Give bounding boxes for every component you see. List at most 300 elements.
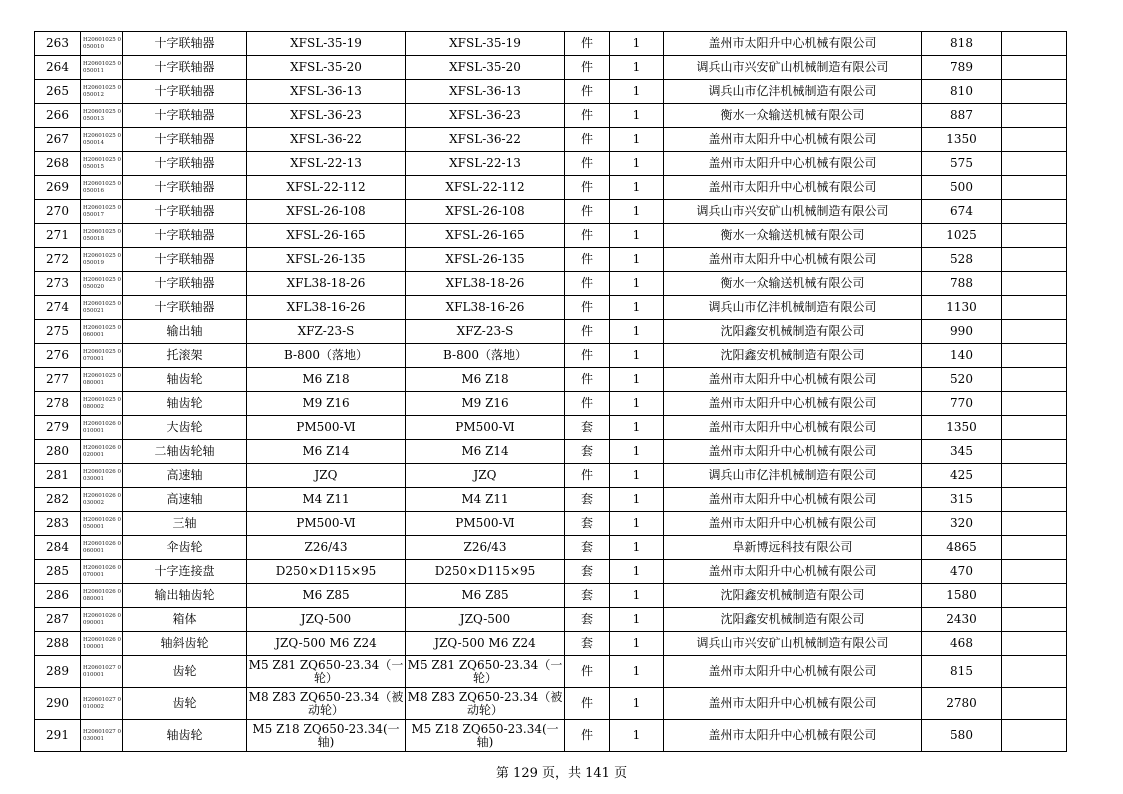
part-name: 轴齿轮: [123, 720, 247, 752]
table-row: [35, 464, 1067, 488]
item-code: H20601027 0010001: [81, 656, 123, 688]
note-cell: [1002, 368, 1067, 392]
item-code: H20601025 0050014: [81, 128, 123, 152]
unit-cell: 套: [565, 632, 610, 656]
supplier-cell: 盖州市太阳升中心机械有限公司: [664, 416, 922, 440]
unit-cell: 件: [565, 320, 610, 344]
part-name: 高速轴: [123, 464, 247, 488]
item-code: H20601025 0060001: [81, 320, 123, 344]
unit-cell: 套: [565, 536, 610, 560]
supplier-cell: 调兵山市兴安矿山机械制造有限公司: [664, 56, 922, 80]
quantity-cell: 1: [610, 80, 664, 104]
model-cell: B-800（落地）: [406, 344, 565, 368]
table-row: [35, 152, 1067, 176]
part-name: 大齿轮: [123, 416, 247, 440]
row-number: 289: [35, 656, 81, 688]
price-cell: 770: [922, 392, 1002, 416]
note-cell: [1002, 656, 1067, 688]
part-name: 十字连接盘: [123, 560, 247, 584]
note-cell: [1002, 584, 1067, 608]
spec-cell: M6 Z85: [247, 584, 406, 608]
table-row: [35, 224, 1067, 248]
item-code: H20601025 0050011: [81, 56, 123, 80]
supplier-cell: 衡水一众输送机械有限公司: [664, 104, 922, 128]
supplier-cell: 沈阳鑫安机械制造有限公司: [664, 584, 922, 608]
row-number: 280: [35, 440, 81, 464]
table-row: [35, 656, 1067, 688]
item-code: H20601025 0050020: [81, 272, 123, 296]
unit-cell: 套: [565, 584, 610, 608]
unit-cell: 件: [565, 392, 610, 416]
quantity-cell: 1: [610, 224, 664, 248]
unit-cell: 套: [565, 416, 610, 440]
table-row: [35, 536, 1067, 560]
row-number: 273: [35, 272, 81, 296]
part-name: 十字联轴器: [123, 176, 247, 200]
price-cell: 788: [922, 272, 1002, 296]
model-cell: M4 Z11: [406, 488, 565, 512]
item-code: H20601026 0010001: [81, 416, 123, 440]
spec-cell: XFSL-26-165: [247, 224, 406, 248]
table-row: [35, 632, 1067, 656]
item-code: H20601026 0080001: [81, 584, 123, 608]
supplier-cell: 盖州市太阳升中心机械有限公司: [664, 512, 922, 536]
quantity-cell: 1: [610, 536, 664, 560]
table-row: [35, 368, 1067, 392]
supplier-cell: 调兵山市兴安矿山机械制造有限公司: [664, 632, 922, 656]
quantity-cell: 1: [610, 32, 664, 56]
price-cell: 1130: [922, 296, 1002, 320]
table-row: [35, 416, 1067, 440]
part-name: 十字联轴器: [123, 152, 247, 176]
spec-cell: XFSL-36-22: [247, 128, 406, 152]
item-code: H20601025 0070001: [81, 344, 123, 368]
note-cell: [1002, 152, 1067, 176]
note-cell: [1002, 464, 1067, 488]
supplier-cell: 阜新博远科技有限公司: [664, 536, 922, 560]
spec-cell: M4 Z11: [247, 488, 406, 512]
quantity-cell: 1: [610, 632, 664, 656]
spec-cell: XFSL-22-13: [247, 152, 406, 176]
quantity-cell: 1: [610, 584, 664, 608]
unit-cell: 件: [565, 80, 610, 104]
spec-cell: PM500-Ⅵ: [247, 512, 406, 536]
unit-cell: 套: [565, 560, 610, 584]
price-cell: 425: [922, 464, 1002, 488]
price-cell: 4865: [922, 536, 1002, 560]
table-row: [35, 584, 1067, 608]
note-cell: [1002, 32, 1067, 56]
price-cell: 345: [922, 440, 1002, 464]
table-row: [35, 720, 1067, 752]
model-cell: M6 Z85: [406, 584, 565, 608]
note-cell: [1002, 608, 1067, 632]
note-cell: [1002, 224, 1067, 248]
part-name: 伞齿轮: [123, 536, 247, 560]
item-code: H20601025 0050021: [81, 296, 123, 320]
model-cell: JZQ-500 M6 Z24: [406, 632, 565, 656]
supplier-cell: 盖州市太阳升中心机械有限公司: [664, 128, 922, 152]
table-row: [35, 248, 1067, 272]
quantity-cell: 1: [610, 512, 664, 536]
part-name: 二轴齿轮轴: [123, 440, 247, 464]
unit-cell: 套: [565, 608, 610, 632]
table-row: [35, 104, 1067, 128]
unit-cell: 件: [565, 296, 610, 320]
spec-cell: JZQ-500 M6 Z24: [247, 632, 406, 656]
note-cell: [1002, 296, 1067, 320]
note-cell: [1002, 176, 1067, 200]
item-code: H20601026 0030002: [81, 488, 123, 512]
price-cell: 674: [922, 200, 1002, 224]
supplier-cell: 盖州市太阳升中心机械有限公司: [664, 248, 922, 272]
row-number: 272: [35, 248, 81, 272]
spec-cell: XFZ-23-S: [247, 320, 406, 344]
model-cell: XFSL-36-22: [406, 128, 565, 152]
price-cell: 2430: [922, 608, 1002, 632]
supplier-cell: 盖州市太阳升中心机械有限公司: [664, 720, 922, 752]
row-number: 266: [35, 104, 81, 128]
price-cell: 320: [922, 512, 1002, 536]
model-cell: JZQ: [406, 464, 565, 488]
row-number: 275: [35, 320, 81, 344]
supplier-cell: 沈阳鑫安机械制造有限公司: [664, 320, 922, 344]
supplier-cell: 衡水一众输送机械有限公司: [664, 224, 922, 248]
part-name: 输出轴: [123, 320, 247, 344]
part-name: 轴斜齿轮: [123, 632, 247, 656]
unit-cell: 件: [565, 272, 610, 296]
unit-cell: 套: [565, 512, 610, 536]
table-row: [35, 80, 1067, 104]
part-name: 十字联轴器: [123, 272, 247, 296]
spec-cell: Z26/43: [247, 536, 406, 560]
part-name: 十字联轴器: [123, 224, 247, 248]
model-cell: XFSL-26-135: [406, 248, 565, 272]
row-number: 282: [35, 488, 81, 512]
model-cell: XFSL-35-19: [406, 32, 565, 56]
price-cell: 887: [922, 104, 1002, 128]
row-number: 271: [35, 224, 81, 248]
spec-cell: D250×D115×95: [247, 560, 406, 584]
supplier-cell: 沈阳鑫安机械制造有限公司: [664, 344, 922, 368]
table-row: [35, 32, 1067, 56]
spec-cell: XFSL-36-13: [247, 80, 406, 104]
quantity-cell: 1: [610, 296, 664, 320]
row-number: 263: [35, 32, 81, 56]
quantity-cell: 1: [610, 368, 664, 392]
quantity-cell: 1: [610, 320, 664, 344]
supplier-cell: 调兵山市亿沣机械制造有限公司: [664, 464, 922, 488]
row-number: 285: [35, 560, 81, 584]
part-name: 轴齿轮: [123, 392, 247, 416]
table-row: [35, 128, 1067, 152]
model-cell: XFSL-22-112: [406, 176, 565, 200]
row-number: 264: [35, 56, 81, 80]
part-name: 齿轮: [123, 656, 247, 688]
table-row: [35, 392, 1067, 416]
spec-cell: PM500-Ⅵ: [247, 416, 406, 440]
table-row: [35, 440, 1067, 464]
item-code: H20601026 0050001: [81, 512, 123, 536]
row-number: 276: [35, 344, 81, 368]
price-cell: 2780: [922, 688, 1002, 720]
table-row: [35, 272, 1067, 296]
model-cell: XFSL-36-13: [406, 80, 565, 104]
item-code: H20601025 0050015: [81, 152, 123, 176]
model-cell: JZQ-500: [406, 608, 565, 632]
table-row: [35, 560, 1067, 584]
model-cell: XFSL-26-165: [406, 224, 565, 248]
row-number: 274: [35, 296, 81, 320]
quantity-cell: 1: [610, 720, 664, 752]
page-footer: 第 129 页，共 141 页: [495, 766, 628, 781]
unit-cell: 件: [565, 720, 610, 752]
quantity-cell: 1: [610, 488, 664, 512]
spec-cell: JZQ-500: [247, 608, 406, 632]
model-cell: XFSL-22-13: [406, 152, 565, 176]
row-number: 286: [35, 584, 81, 608]
note-cell: [1002, 56, 1067, 80]
unit-cell: 件: [565, 368, 610, 392]
row-number: 281: [35, 464, 81, 488]
note-cell: [1002, 80, 1067, 104]
supplier-cell: 盖州市太阳升中心机械有限公司: [664, 488, 922, 512]
quantity-cell: 1: [610, 688, 664, 720]
price-cell: 315: [922, 488, 1002, 512]
supplier-cell: 盖州市太阳升中心机械有限公司: [664, 368, 922, 392]
item-code: H20601026 0090001: [81, 608, 123, 632]
spec-cell: M8 Z83 ZQ650-23.34（被动轮）: [247, 688, 406, 720]
supplier-cell: 调兵山市亿沣机械制造有限公司: [664, 296, 922, 320]
note-cell: [1002, 560, 1067, 584]
supplier-cell: 盖州市太阳升中心机械有限公司: [664, 176, 922, 200]
table-row: [35, 320, 1067, 344]
note-cell: [1002, 488, 1067, 512]
part-name: 十字联轴器: [123, 248, 247, 272]
unit-cell: 件: [565, 344, 610, 368]
item-code: H20601025 0050017: [81, 200, 123, 224]
row-number: 267: [35, 128, 81, 152]
spec-cell: XFSL-36-23: [247, 104, 406, 128]
quantity-cell: 1: [610, 608, 664, 632]
item-code: H20601025 0080001: [81, 368, 123, 392]
spec-cell: XFSL-22-112: [247, 176, 406, 200]
price-cell: 580: [922, 720, 1002, 752]
part-name: 十字联轴器: [123, 104, 247, 128]
part-name: 十字联轴器: [123, 80, 247, 104]
item-code: H20601026 0060001: [81, 536, 123, 560]
spec-cell: M6 Z14: [247, 440, 406, 464]
model-cell: PM500-Ⅵ: [406, 416, 565, 440]
price-cell: 818: [922, 32, 1002, 56]
item-code: H20601025 0050010: [81, 32, 123, 56]
spec-cell: XFSL-26-108: [247, 200, 406, 224]
model-cell: M8 Z83 ZQ650-23.34（被动轮）: [406, 688, 565, 720]
spec-cell: M6 Z18: [247, 368, 406, 392]
unit-cell: 件: [565, 464, 610, 488]
supplier-cell: 调兵山市亿沣机械制造有限公司: [664, 80, 922, 104]
quantity-cell: 1: [610, 344, 664, 368]
parts-table: [34, 31, 1067, 752]
note-cell: [1002, 104, 1067, 128]
unit-cell: 件: [565, 32, 610, 56]
price-cell: 1350: [922, 416, 1002, 440]
item-code: H20601025 0050019: [81, 248, 123, 272]
row-number: 277: [35, 368, 81, 392]
row-number: 290: [35, 688, 81, 720]
price-cell: 789: [922, 56, 1002, 80]
unit-cell: 件: [565, 656, 610, 688]
table-row: [35, 608, 1067, 632]
quantity-cell: 1: [610, 176, 664, 200]
model-cell: XFZ-23-S: [406, 320, 565, 344]
part-name: 输出轴齿轮: [123, 584, 247, 608]
item-code: H20601026 0100001: [81, 632, 123, 656]
model-cell: XFL38-16-26: [406, 296, 565, 320]
supplier-cell: 盖州市太阳升中心机械有限公司: [664, 440, 922, 464]
price-cell: 1350: [922, 128, 1002, 152]
unit-cell: 件: [565, 128, 610, 152]
spec-cell: XFL38-16-26: [247, 296, 406, 320]
part-name: 十字联轴器: [123, 200, 247, 224]
model-cell: M9 Z16: [406, 392, 565, 416]
model-cell: M5 Z18 ZQ650-23.34(一轴): [406, 720, 565, 752]
price-cell: 575: [922, 152, 1002, 176]
model-cell: M6 Z18: [406, 368, 565, 392]
row-number: 270: [35, 200, 81, 224]
part-name: 箱体: [123, 608, 247, 632]
quantity-cell: 1: [610, 128, 664, 152]
price-cell: 470: [922, 560, 1002, 584]
unit-cell: 件: [565, 688, 610, 720]
price-cell: 815: [922, 656, 1002, 688]
quantity-cell: 1: [610, 440, 664, 464]
part-name: 轴齿轮: [123, 368, 247, 392]
note-cell: [1002, 720, 1067, 752]
price-cell: 140: [922, 344, 1002, 368]
spec-cell: M5 Z18 ZQ650-23.34(一轴): [247, 720, 406, 752]
spec-cell: M9 Z16: [247, 392, 406, 416]
unit-cell: 件: [565, 152, 610, 176]
price-cell: 520: [922, 368, 1002, 392]
price-cell: 1580: [922, 584, 1002, 608]
quantity-cell: 1: [610, 392, 664, 416]
note-cell: [1002, 512, 1067, 536]
model-cell: Z26/43: [406, 536, 565, 560]
row-number: 287: [35, 608, 81, 632]
quantity-cell: 1: [610, 416, 664, 440]
table-row: [35, 296, 1067, 320]
note-cell: [1002, 632, 1067, 656]
unit-cell: 件: [565, 200, 610, 224]
item-code: H20601025 0050016: [81, 176, 123, 200]
part-name: 高速轴: [123, 488, 247, 512]
note-cell: [1002, 416, 1067, 440]
part-name: 托滚架: [123, 344, 247, 368]
supplier-cell: 衡水一众输送机械有限公司: [664, 272, 922, 296]
price-cell: 468: [922, 632, 1002, 656]
spec-cell: M5 Z81 ZQ650-23.34（一轮）: [247, 656, 406, 688]
spec-cell: XFSL-26-135: [247, 248, 406, 272]
model-cell: XFSL-36-23: [406, 104, 565, 128]
spec-cell: XFSL-35-19: [247, 32, 406, 56]
table-row: [35, 56, 1067, 80]
item-code: H20601027 0010002: [81, 688, 123, 720]
spec-cell: XFSL-35-20: [247, 56, 406, 80]
model-cell: M6 Z14: [406, 440, 565, 464]
quantity-cell: 1: [610, 104, 664, 128]
model-cell: M5 Z81 ZQ650-23.34（一轮）: [406, 656, 565, 688]
item-code: H20601025 0050013: [81, 104, 123, 128]
note-cell: [1002, 128, 1067, 152]
part-name: 三轴: [123, 512, 247, 536]
supplier-cell: 盖州市太阳升中心机械有限公司: [664, 560, 922, 584]
price-cell: 1025: [922, 224, 1002, 248]
row-number: 268: [35, 152, 81, 176]
price-cell: 528: [922, 248, 1002, 272]
unit-cell: 套: [565, 440, 610, 464]
price-cell: 500: [922, 176, 1002, 200]
note-cell: [1002, 344, 1067, 368]
supplier-cell: 盖州市太阳升中心机械有限公司: [664, 688, 922, 720]
note-cell: [1002, 200, 1067, 224]
table-row: [35, 488, 1067, 512]
note-cell: [1002, 320, 1067, 344]
row-number: 283: [35, 512, 81, 536]
quantity-cell: 1: [610, 248, 664, 272]
quantity-cell: 1: [610, 560, 664, 584]
note-cell: [1002, 272, 1067, 296]
model-cell: XFL38-18-26: [406, 272, 565, 296]
table-row: [35, 688, 1067, 720]
note-cell: [1002, 440, 1067, 464]
quantity-cell: 1: [610, 464, 664, 488]
table-row: [35, 200, 1067, 224]
supplier-cell: 沈阳鑫安机械制造有限公司: [664, 608, 922, 632]
supplier-cell: 盖州市太阳升中心机械有限公司: [664, 392, 922, 416]
unit-cell: 件: [565, 176, 610, 200]
unit-cell: 件: [565, 104, 610, 128]
row-number: 269: [35, 176, 81, 200]
table-row: [35, 512, 1067, 536]
item-code: H20601025 0080002: [81, 392, 123, 416]
note-cell: [1002, 688, 1067, 720]
quantity-cell: 1: [610, 152, 664, 176]
part-name: 齿轮: [123, 688, 247, 720]
model-cell: D250×D115×95: [406, 560, 565, 584]
quantity-cell: 1: [610, 656, 664, 688]
item-code: H20601026 0020001: [81, 440, 123, 464]
price-cell: 810: [922, 80, 1002, 104]
note-cell: [1002, 536, 1067, 560]
row-number: 291: [35, 720, 81, 752]
part-name: 十字联轴器: [123, 32, 247, 56]
supplier-cell: 盖州市太阳升中心机械有限公司: [664, 152, 922, 176]
note-cell: [1002, 392, 1067, 416]
model-cell: XFSL-26-108: [406, 200, 565, 224]
unit-cell: 件: [565, 56, 610, 80]
quantity-cell: 1: [610, 272, 664, 296]
table-row: [35, 344, 1067, 368]
supplier-cell: 盖州市太阳升中心机械有限公司: [664, 32, 922, 56]
row-number: 265: [35, 80, 81, 104]
row-number: 288: [35, 632, 81, 656]
part-name: 十字联轴器: [123, 296, 247, 320]
table-row: [35, 176, 1067, 200]
unit-cell: 件: [565, 224, 610, 248]
item-code: H20601025 0050018: [81, 224, 123, 248]
item-code: H20601025 0050012: [81, 80, 123, 104]
